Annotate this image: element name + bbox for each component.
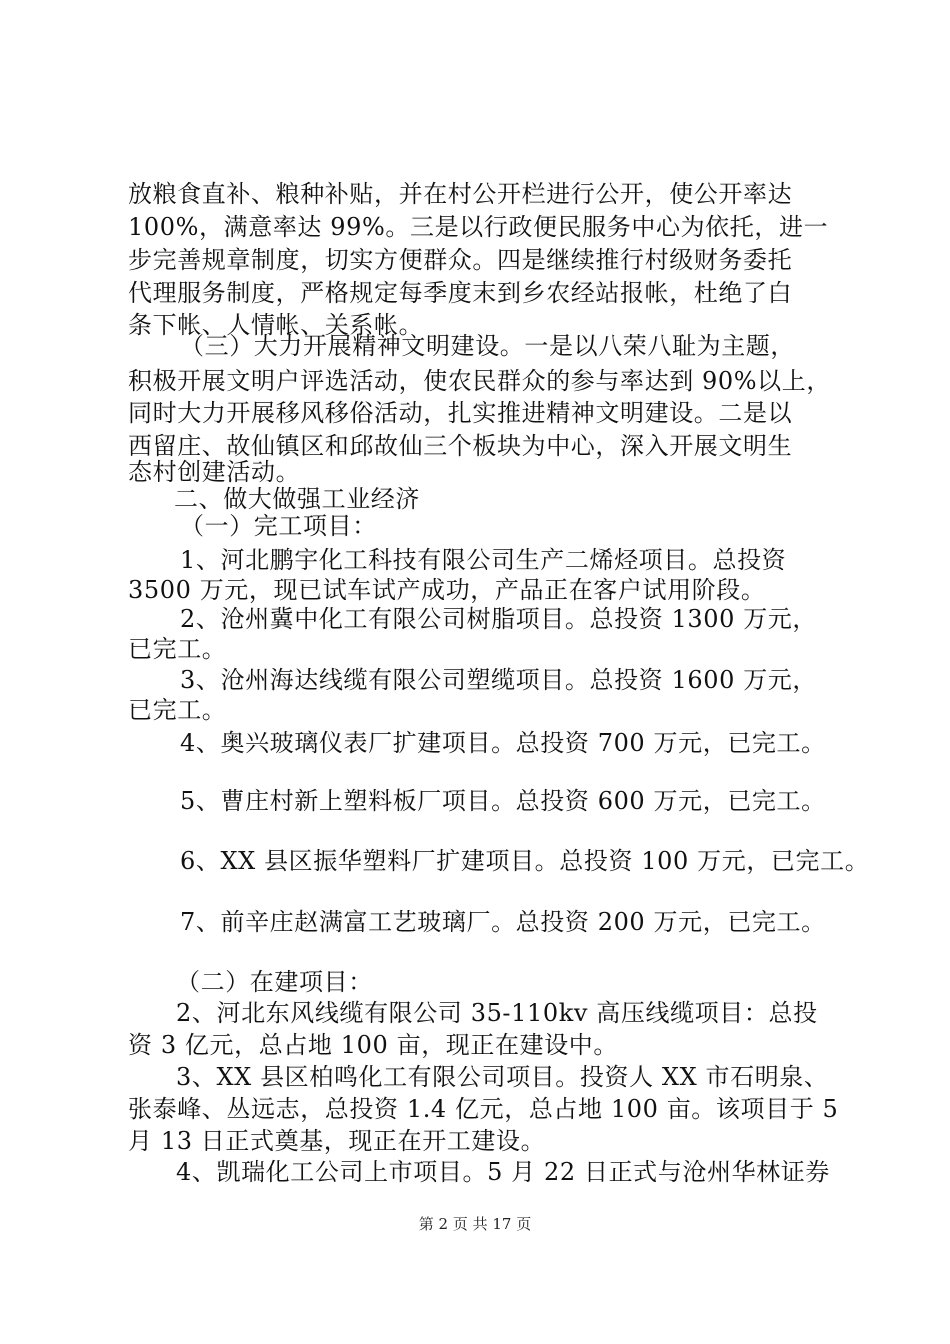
list-item-continuation: 月 13 日正式奠基，现正在开工建设。 (128, 1127, 546, 1155)
list-item: 6、XX 县区振华塑料厂扩建项目。总投资 100 万元，已完工。 (180, 847, 870, 875)
body-text-line: （三）大力开展精神文明建设。一是以八荣八耻为主题， (180, 332, 795, 360)
subsection-heading: （二）在建项目： (176, 968, 373, 996)
body-text-line: 条下帐、人情帐、关系帐。 (128, 311, 424, 339)
body-text-line: 代理服务制度，严格规定每季度末到乡农经站报帐，杜绝了白 (128, 279, 793, 307)
list-item: 3、沧州海达线缆有限公司塑缆项目。总投资 1600 万元， (180, 666, 818, 694)
body-text-line: 同时大力开展移风移俗活动，扎实推进精神文明建设。二是以 (128, 399, 793, 427)
list-item-continuation: 张泰峰、丛远志，总投资 1.4 亿元，总占地 100 亩。该项目于 5 (128, 1095, 839, 1123)
body-text-line: 步完善规章制度，切实方便群众。四是继续推行村级财务委托 (128, 246, 793, 274)
list-item-continuation: 3500 万元，现已试车试产成功，产品正在客户试用阶段。 (128, 576, 766, 604)
list-item-continuation: 已完工。 (128, 696, 227, 724)
list-item: 5、曹庄村新上塑料板厂项目。总投资 600 万元，已完工。 (180, 787, 826, 815)
list-item: 2、沧州冀中化工有限公司树脂项目。总投资 1300 万元， (180, 605, 818, 633)
list-item-continuation: 资 3 亿元，总占地 100 亩，现正在建设中。 (128, 1031, 618, 1059)
list-item: 1、河北鹏宇化工科技有限公司生产二烯烃项目。总投资 (180, 546, 787, 574)
body-text-line: 态村创建活动。 (128, 458, 301, 486)
list-item: 2、河北东风线缆有限公司 35-110kv 高压线缆项目：总投 (176, 999, 818, 1027)
body-text-line: 100%，满意率达 99%。三是以行政便民服务中心为依托，进一 (128, 213, 829, 241)
list-item-continuation: 已完工。 (128, 635, 227, 663)
list-item: 7、前辛庄赵满富工艺玻璃厂。总投资 200 万元，已完工。 (180, 908, 826, 936)
body-text-line: 放粮食直补、粮种补贴，并在村公开栏进行公开，使公开率达 (128, 180, 793, 208)
list-item: 3、XX 县区柏鸣化工有限公司项目。投资人 XX 市石明泉、 (176, 1063, 829, 1091)
body-text-line: 西留庄、故仙镇区和邱故仙三个板块为中心，深入开展文明生 (128, 432, 793, 460)
list-item: 4、凯瑞化工公司上市项目。5 月 22 日正式与沧州华林证券 (176, 1158, 830, 1186)
subsection-heading: （一）完工项目： (180, 512, 377, 540)
section-heading: 二、做大做强工业经济 (174, 485, 420, 513)
list-item: 4、奥兴玻璃仪表厂扩建项目。总投资 700 万元，已完工。 (180, 729, 826, 757)
page-footer: 第 2 页 共 17 页 (418, 1215, 532, 1233)
body-text-line: 积极开展文明户评选活动，使农民群众的参与率达到 90%以上， (128, 367, 831, 395)
